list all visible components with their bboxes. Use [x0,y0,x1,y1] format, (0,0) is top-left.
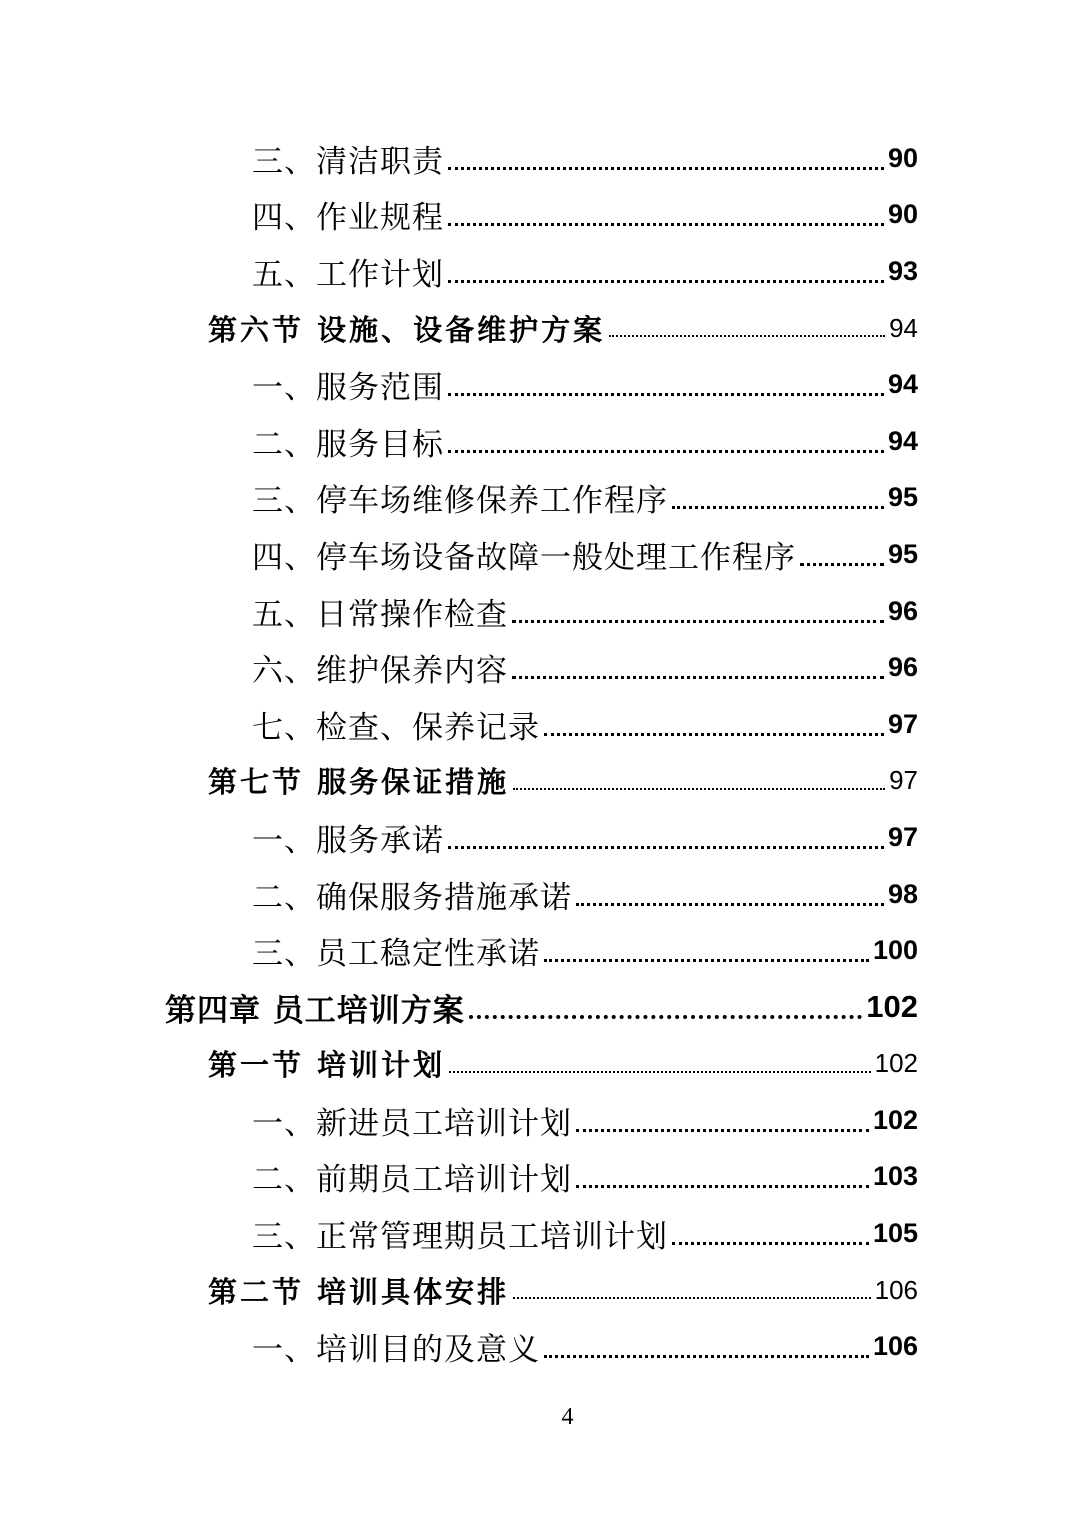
toc-entry[interactable] [0,696,1080,753]
toc-section-page: 106 [874,1274,918,1305]
toc-entry-title: 一、服务承诺 [252,822,444,859]
toc-entry-page: 95 [887,538,918,569]
toc-section-page: 97 [889,765,918,796]
toc-dot-leader [800,563,884,566]
toc-entry[interactable] [0,1149,1080,1206]
table-of-contents [0,130,1080,1375]
toc-entry-page: 90 [887,199,918,230]
toc-dot-leader [512,676,884,679]
toc-dot-leader [469,1015,862,1019]
toc-entry-title: 四、停车场设备故障一般处理工作程序 [252,539,796,576]
toc-entry[interactable] [0,413,1080,470]
toc-entry-page: 94 [887,369,918,400]
toc-entry-title: 三、停车场维修保养工作程序 [252,483,668,520]
toc-dot-leader [576,1185,869,1188]
toc-entry-page: 97 [887,708,918,739]
toc-entry-page: 103 [872,1161,918,1192]
toc-entry-title: 一、新进员工培训计划 [252,1105,572,1142]
toc-entry-title: 三、员工稳定性承诺 [252,936,540,973]
toc-entry[interactable] [0,356,1080,413]
toc-entry-page: 106 [872,1331,918,1362]
toc-entry-page: 93 [887,255,918,286]
toc-section-title: 第六节 设施、设备维护方案 [208,312,606,347]
toc-dot-leader [448,450,884,453]
toc-section-entry[interactable] [0,1262,1080,1319]
toc-entry[interactable] [0,1092,1080,1149]
toc-entry-page: 94 [887,425,918,456]
toc-section-page: 102 [874,1048,918,1079]
toc-entry[interactable] [0,866,1080,923]
toc-section-title: 第二节 培训具体安排 [208,1274,510,1309]
toc-dot-leader [672,506,884,509]
toc-entry-page: 97 [887,821,918,852]
toc-dot-leader [448,846,884,849]
toc-chapter-title: 第四章 员工培训方案 [165,992,465,1029]
toc-section-entry[interactable] [0,753,1080,810]
toc-entry-page: 90 [887,142,918,173]
toc-entry-title: 三、正常管理期员工培训计划 [252,1219,668,1256]
toc-entry-page: 102 [872,1104,918,1135]
toc-entry[interactable] [0,583,1080,640]
toc-entry[interactable] [0,1318,1080,1375]
toc-entry-page: 105 [872,1218,918,1249]
toc-dot-leader [544,959,869,962]
toc-dot-leader [544,733,884,736]
toc-entry[interactable] [0,526,1080,583]
toc-dot-leader [513,1297,871,1299]
toc-section-title: 第七节 服务保证措施 [208,765,510,800]
toc-entry[interactable] [0,470,1080,527]
toc-entry-title: 四、作业规程 [252,200,444,237]
toc-entry-title: 一、服务范围 [252,370,444,407]
toc-dot-leader [512,620,884,623]
toc-entry-page: 95 [887,482,918,513]
toc-entry-title: 六、维护保养内容 [252,653,508,690]
toc-entry[interactable] [0,1205,1080,1262]
toc-dot-leader [576,903,884,906]
toc-entry-title: 五、日常操作检查 [252,596,508,633]
toc-entry[interactable] [0,639,1080,696]
toc-section-title: 第一节 培训计划 [208,1048,446,1083]
toc-dot-leader [448,280,884,283]
toc-entry-page: 96 [887,595,918,626]
toc-entry[interactable] [0,187,1080,244]
toc-section-page: 94 [889,312,918,343]
toc-entry[interactable] [0,922,1080,979]
toc-dot-leader [609,335,885,337]
toc-chapter-page: 102 [866,989,918,1025]
toc-entry[interactable] [0,809,1080,866]
toc-dot-leader [672,1242,869,1245]
toc-entry-title: 三、清洁职责 [252,143,444,180]
toc-entry-page: 100 [872,935,918,966]
toc-dot-leader [449,1071,871,1073]
toc-dot-leader [448,223,884,226]
toc-dot-leader [576,1129,869,1132]
toc-dot-leader [448,167,884,170]
page-number: 4 [561,1404,574,1430]
toc-dot-leader [513,788,885,790]
toc-entry-title: 七、检查、保养记录 [252,709,540,746]
toc-entry[interactable] [0,243,1080,300]
toc-dot-leader [544,1355,869,1358]
toc-entry-title: 二、确保服务措施承诺 [252,879,572,916]
toc-entry-title: 二、服务目标 [252,426,444,463]
toc-entry-page: 98 [887,878,918,909]
toc-entry-page: 96 [887,652,918,683]
toc-entry-title: 五、工作计划 [252,256,444,293]
toc-entry[interactable] [0,130,1080,187]
toc-chapter-entry[interactable] [0,979,1080,1036]
toc-dot-leader [448,393,884,396]
toc-section-entry[interactable] [0,300,1080,357]
toc-entry-title: 一、培训目的及意义 [252,1332,540,1369]
toc-section-entry[interactable] [0,1036,1080,1093]
toc-entry-title: 二、前期员工培训计划 [252,1162,572,1199]
